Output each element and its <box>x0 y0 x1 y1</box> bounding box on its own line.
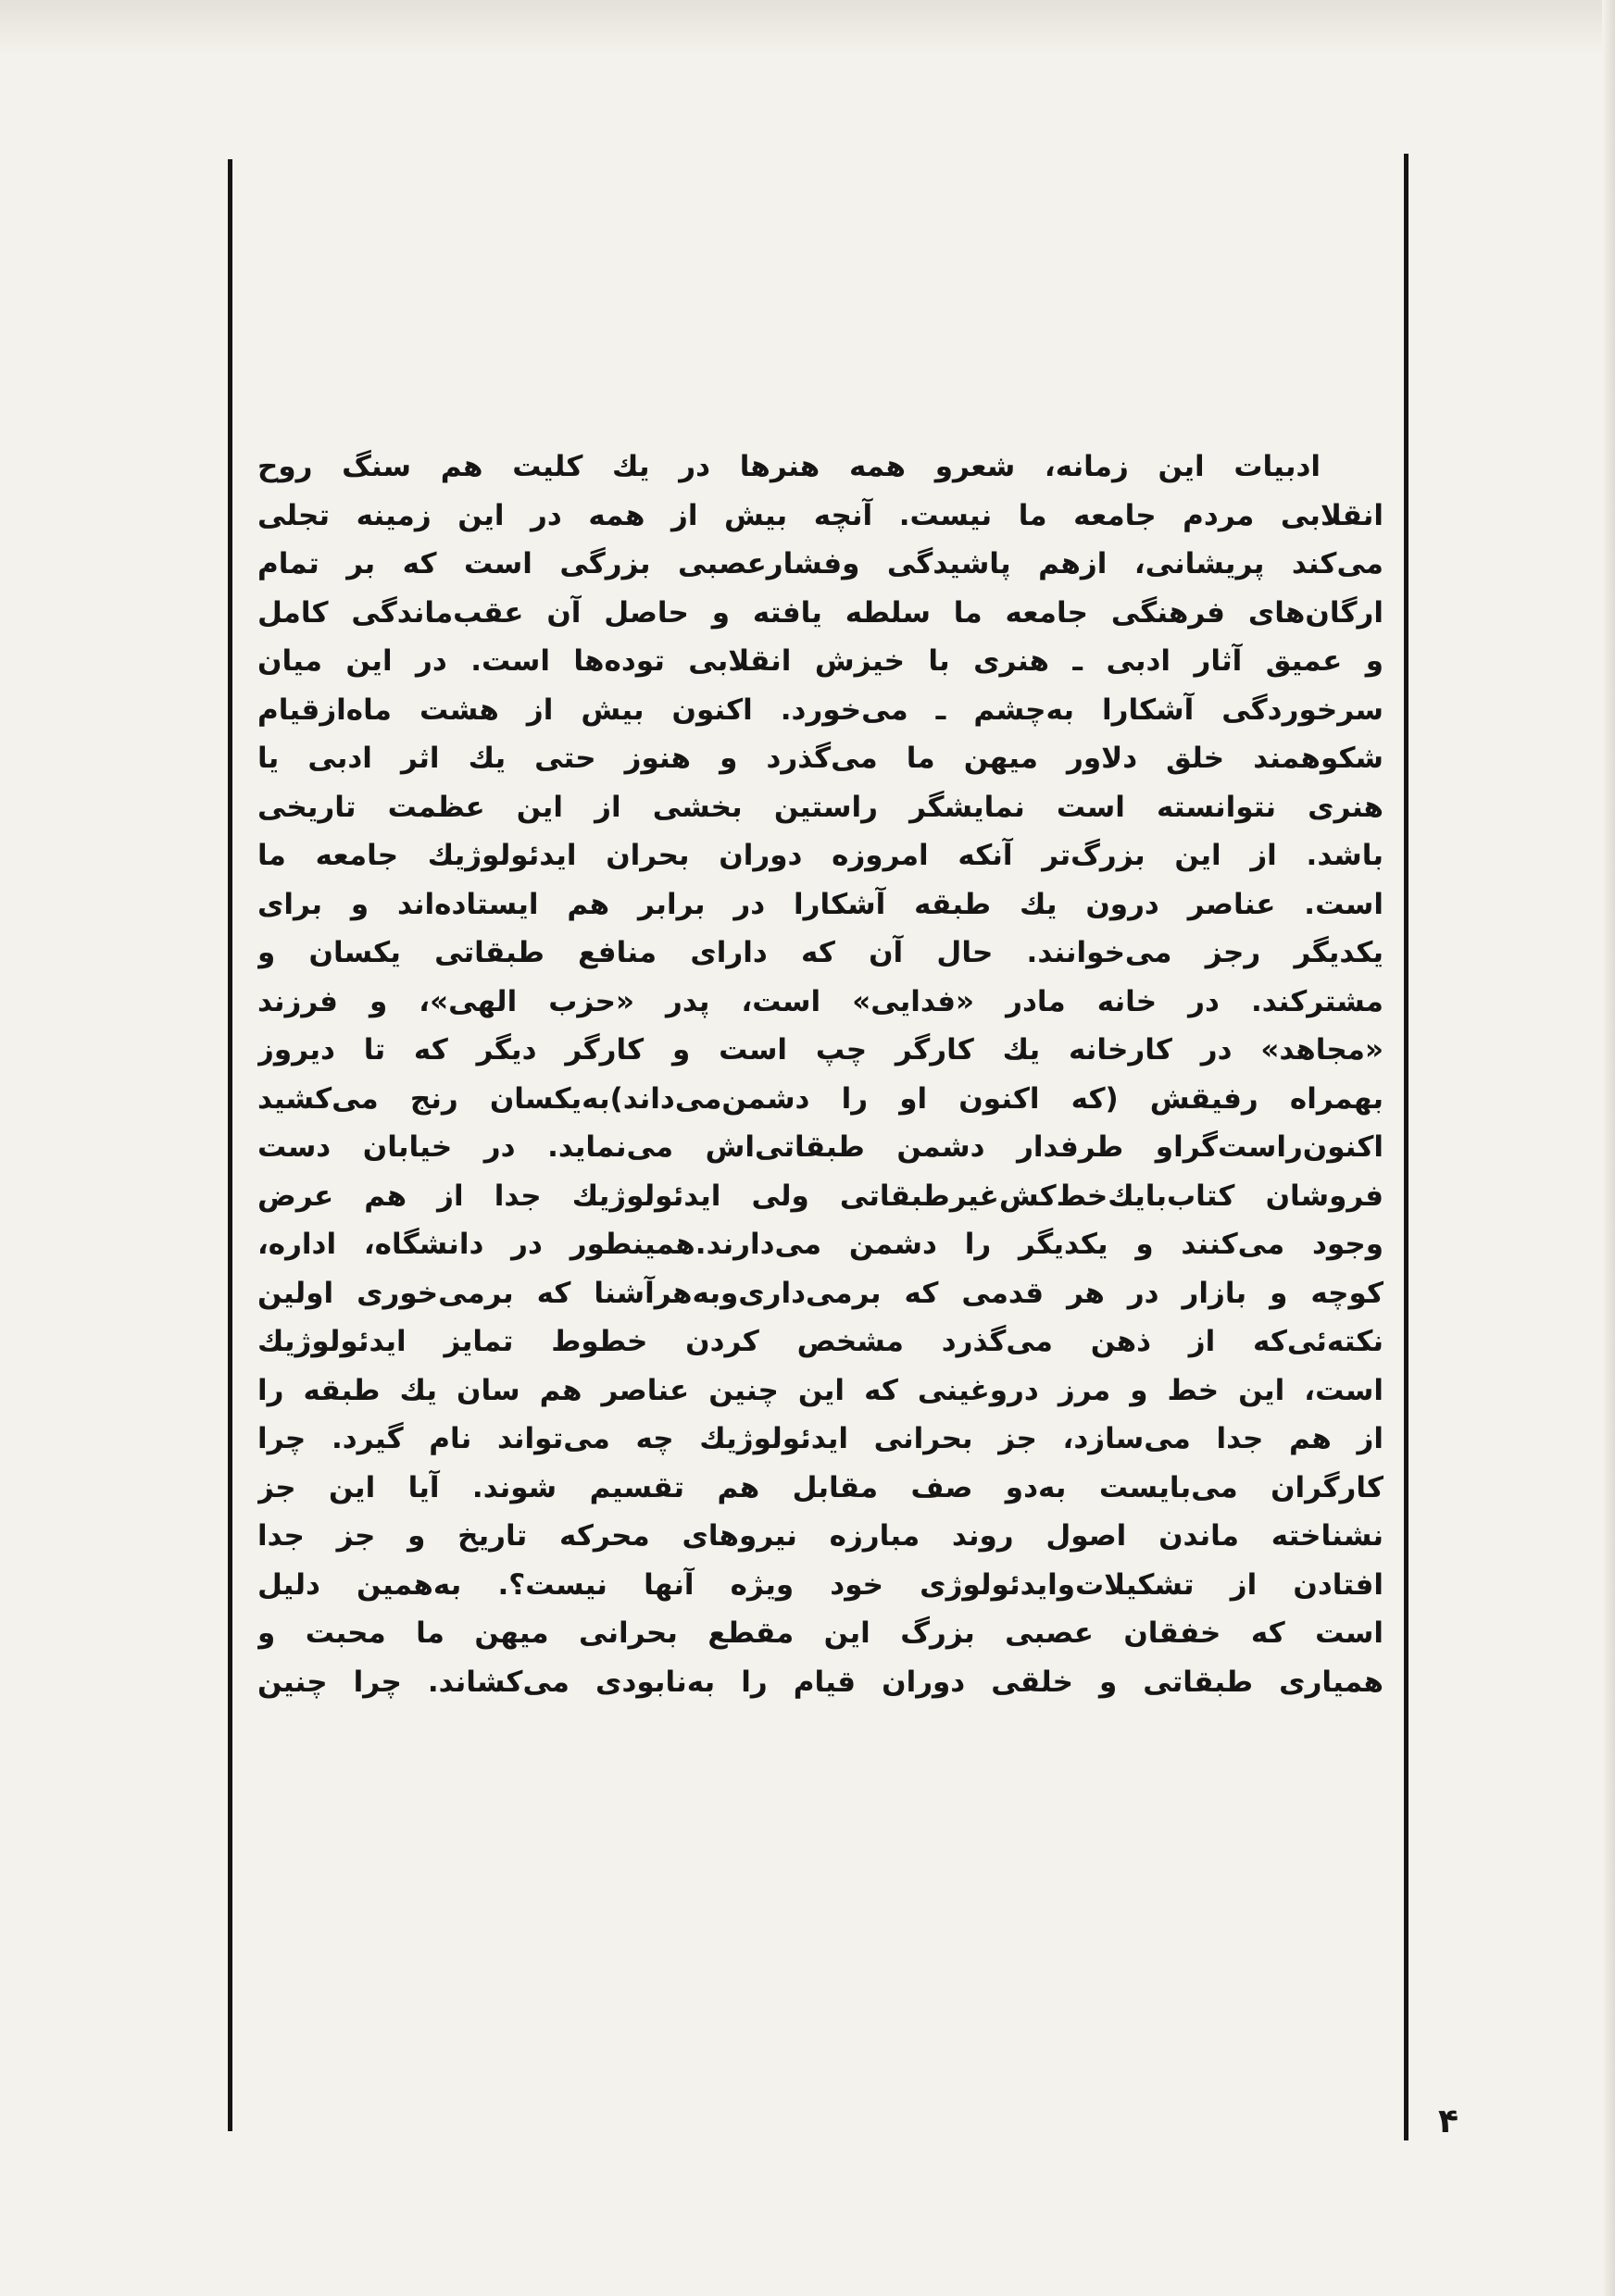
text-line: فروشان كتاب‌بایك‌خط‌كش‌غیرطبقاتی ولی ایدئولوژیك جدا از هم عرض <box>257 1179 1383 1213</box>
page-edge-shadow <box>1602 0 1615 2296</box>
text-line: است كه خفقان عصبی بزرگ این مقطع بحرانی میهن ما محبت و <box>257 1616 1383 1650</box>
text-line: همیاری طبقاتی و خلقی دوران قیام را به‌نابودی می‌كشاند. چرا چنین <box>257 1665 1383 1699</box>
text-line: نشناخته ماندن اصول روند مبارزه نیروهای محركه تاریخ و جز جدا <box>257 1519 1383 1553</box>
text-line: یكدیگر رجز می‌خوانند. حال آن كه دارای منافع طبقاتی یكسان و <box>257 936 1383 969</box>
text-line: سرخوردگی آشكارا به‌چشم ـ می‌خورد. اكنون بیش از هشت ماه‌ازقیام <box>257 693 1383 727</box>
text-line: باشد. از این بزرگ‌تر آنكه امروزه دوران بحران ایدئولوژیك جامعه ما <box>257 839 1383 872</box>
text-line: اكنون‌راست‌گراو طرفدار دشمن طبقاتی‌اش می‌نماید. در خیابان دست <box>257 1130 1383 1164</box>
right-margin-rule <box>1404 154 1408 2140</box>
text-line: شكوهمند خلق دلاور میهن ما می‌گذرد و هنوز حتی یك اثر ادبی یا <box>257 742 1383 775</box>
page-top-shadow <box>0 0 1615 56</box>
text-line: است، این خط و مرز دروغینی كه این چنین عناصر هم سان یك طبقه را <box>257 1373 1383 1407</box>
text-line: افتادن از تشكیلات‌وایدئولوژی خود ویژه آنها نیست؟. به‌همین دلیل <box>257 1567 1383 1602</box>
text-line: «مجاهد» در كارخانه یك كارگر چپ است و كارگر دیگر كه تا دیروز <box>257 1033 1383 1067</box>
text-line: هنری نتوانسته است نمایشگر راستین بخشی از این عظمت تاریخی <box>257 790 1383 824</box>
text-line: از هم جدا می‌سازد، جز بحرانی ایدئولوژیك چه می‌تواند نام گیرد. چرا <box>257 1422 1383 1455</box>
text-line: كوچه و بازار در هر قدمی كه برمی‌داری‌وبه‌هرآشنا كه برمی‌خوری اولین <box>257 1276 1383 1310</box>
text-line: انقلابی مردم جامعه ما نیست. آنچه بیش از همه در این زمینه تجلی <box>257 498 1383 532</box>
text-line: و عمیق آثار ادبی ـ هنری با خیزش انقلابی توده‌ها است. در این میان <box>257 644 1383 678</box>
page-number: ۴ <box>1438 2103 1459 2140</box>
text-line: بهمراه رفیقش (كه اكنون او را دشمن‌می‌داند)به‌یكسان رنج می‌كشید <box>257 1081 1383 1116</box>
text-line: ادبیات این زمانه، شعرو همه هنرها در یك كلیت هم سنگ روح <box>257 450 1321 483</box>
text-line: كارگران می‌بایست به‌دو صف مقابل هم تقسیم شوند. آیا این جز <box>257 1470 1383 1504</box>
text-line: می‌كند پریشانی، ازهم پاشیدگی وفشارعصبی بزرگی است كه بر تمام <box>257 547 1383 580</box>
left-margin-rule <box>228 159 232 2131</box>
body-text <box>257 443 1383 1706</box>
text-line: نكته‌ئی‌كه از ذهن می‌گذرد مشخص كردن خطوط تمایز ایدئولوژیك <box>257 1325 1383 1358</box>
text-line: وجود می‌كنند و یكدیگر را دشمن می‌دارند.همینطور در دانشگاه، اداره، <box>257 1228 1383 1261</box>
text-line: ارگان‌های فرهنگی جامعه ما سلطه یافته و حاصل آن عقب‌ماندگی كامل <box>257 595 1383 630</box>
text-line: مشتركند. در خانه مادر «فدایی» است، پدر «حزب الهی»، و فرزند <box>257 984 1383 1018</box>
text-line: است. عناصر درون یك طبقه آشكارا در برابر هم ایستاده‌اند و برای <box>257 887 1383 921</box>
